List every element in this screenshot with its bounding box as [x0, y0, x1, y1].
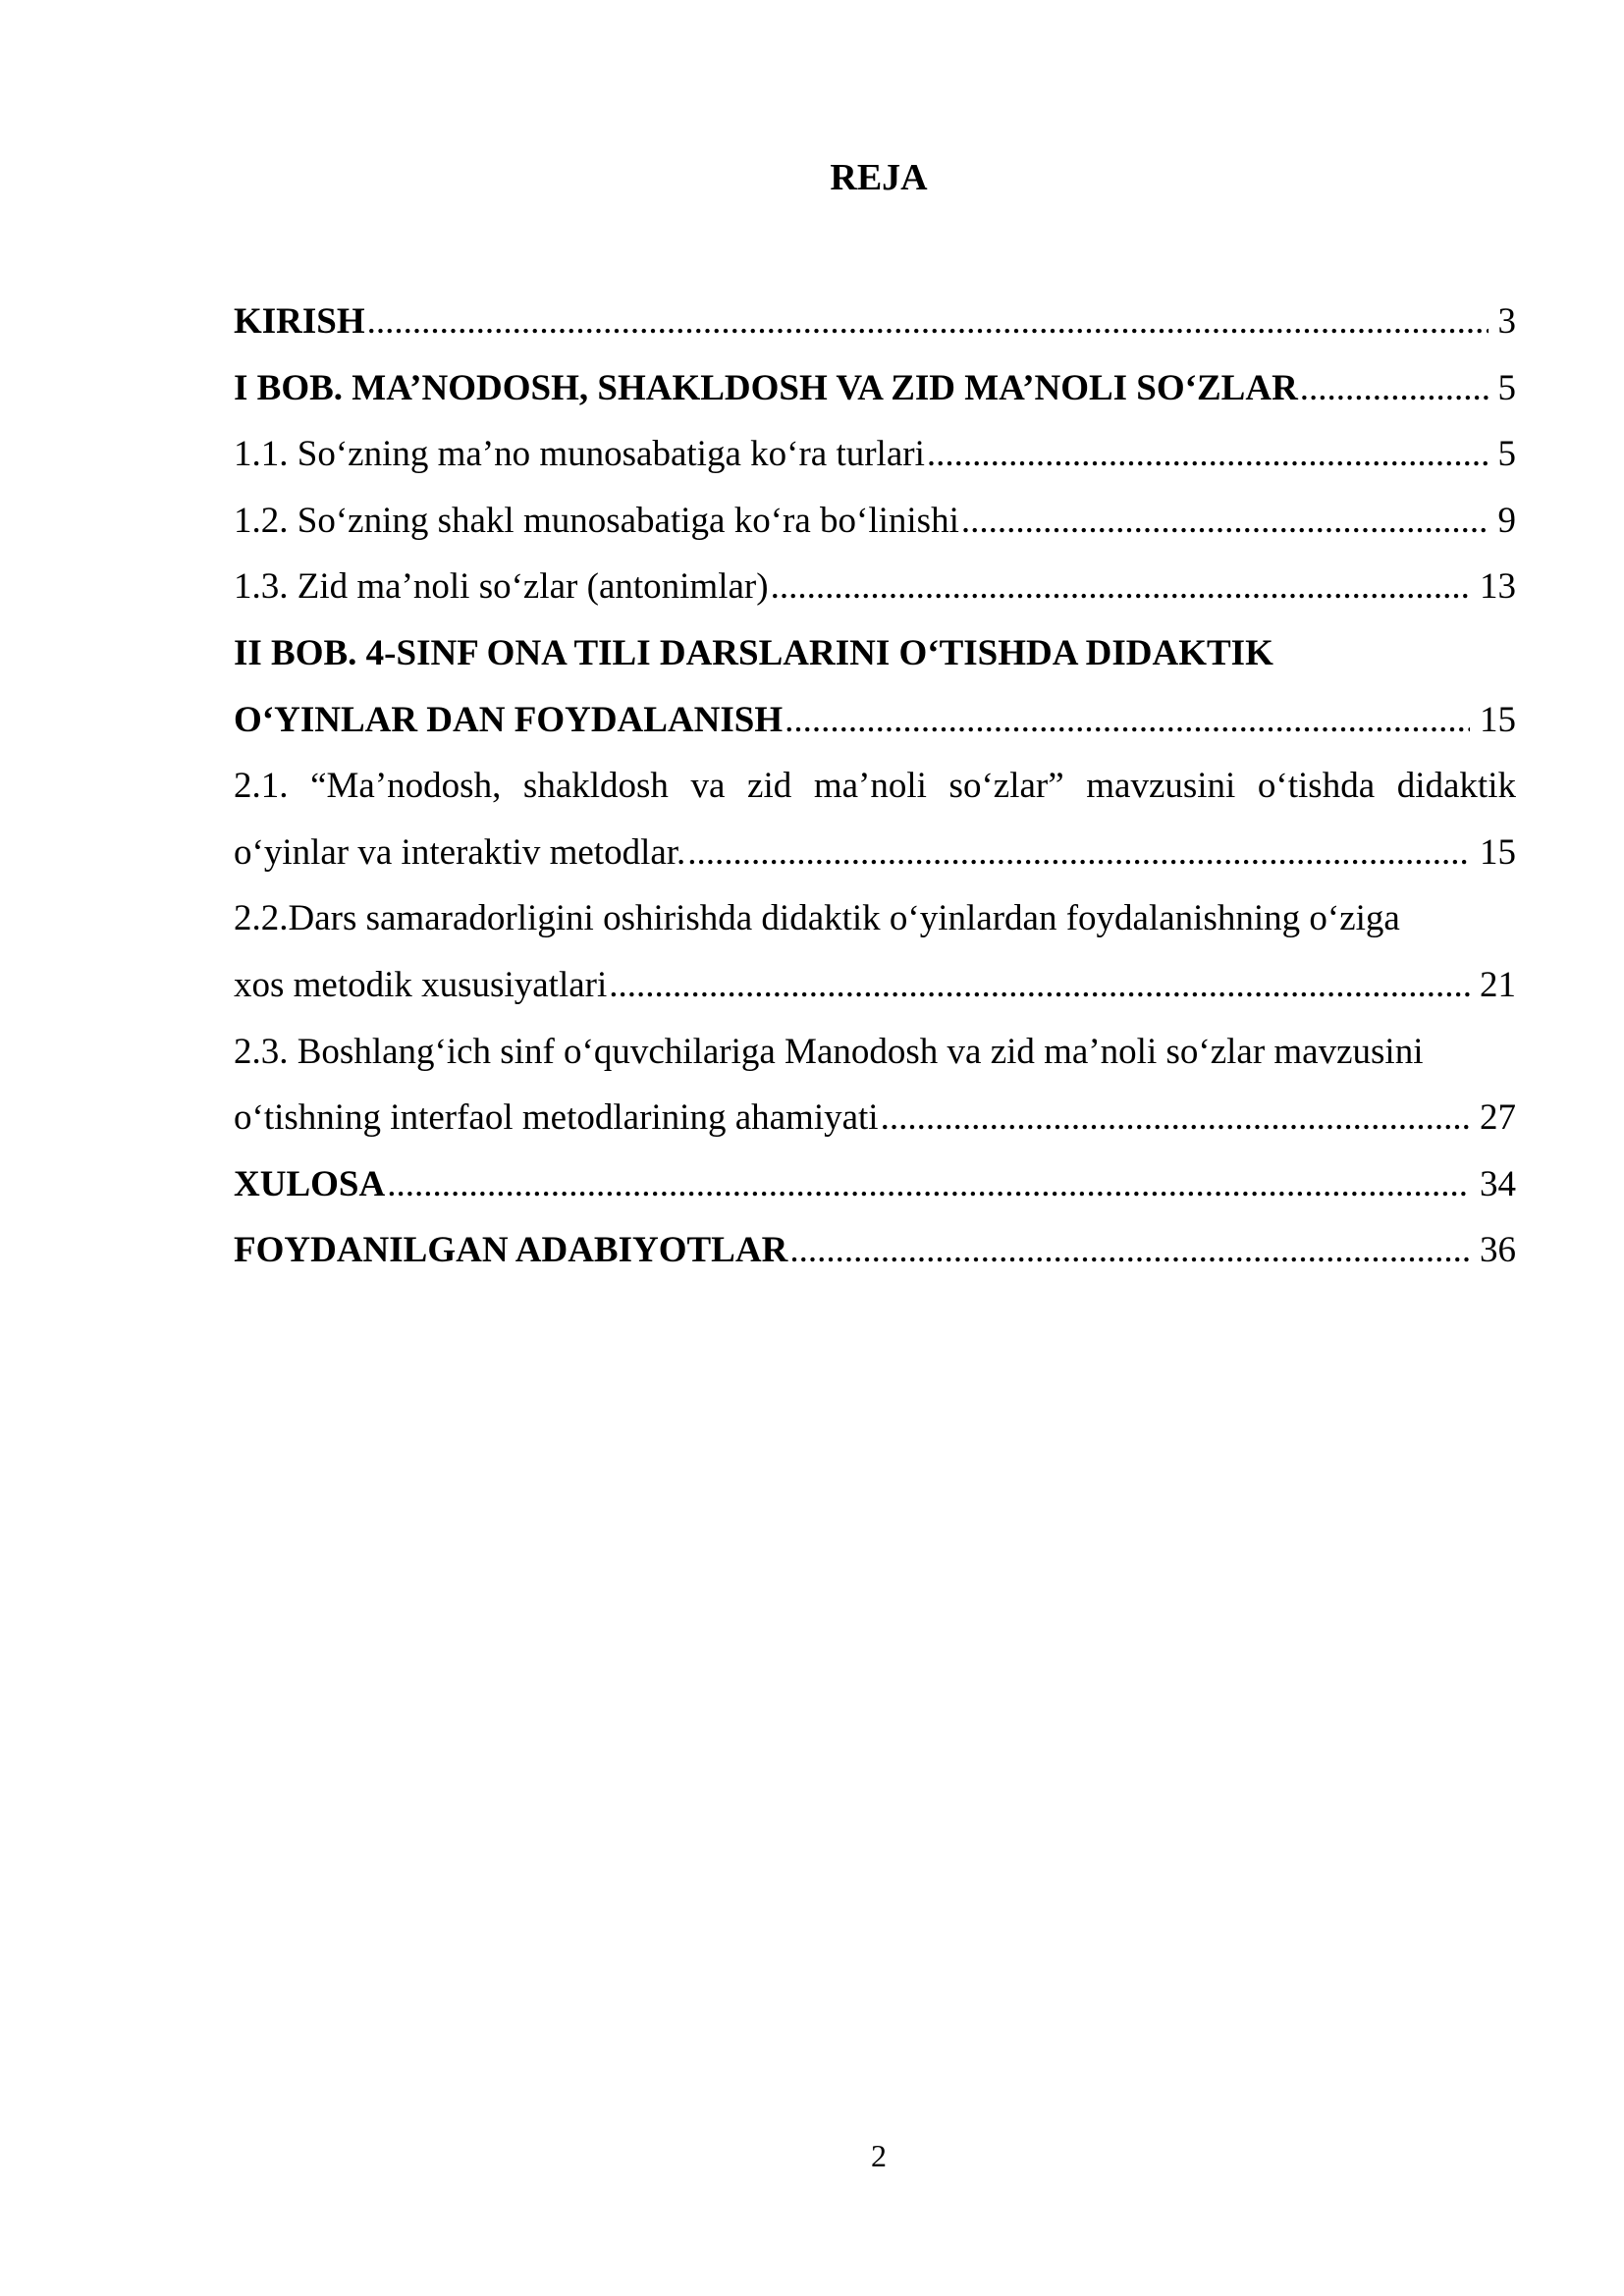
dot-leader — [927, 421, 1489, 488]
dot-leader — [881, 1085, 1470, 1151]
toc-entry-chapter-1[interactable] — [234, 355, 1516, 422]
dot-leader — [771, 554, 1470, 620]
dot-leader — [609, 952, 1470, 1019]
toc-entry-section-1-2[interactable] — [234, 488, 1516, 555]
toc-entry-label-line2: o‘tishning interfaol metodlarining ahamiyati — [234, 1097, 879, 1139]
page-number: 2 — [871, 2138, 887, 2173]
toc-entry-label: KIRISH — [234, 301, 365, 342]
toc-entry-adabiyotlar[interactable] — [234, 1217, 1516, 1284]
dot-leader — [789, 1217, 1470, 1284]
toc-entry-label: 1.2. So‘zning shakl munosabatiga ko‘ra bo‘linishi — [234, 500, 959, 541]
page-title: REJA — [830, 157, 928, 198]
toc-entry-label-line2: o‘yinlar va interaktiv metodlar. — [234, 831, 686, 873]
toc-page-number: 5 — [1497, 367, 1516, 408]
dot-leader — [1300, 355, 1489, 422]
toc-entry-label-line1: 2.1. “Ma’nodosh, shakldosh va zid ma’noli so‘zlar” mavzusini o‘tishda didaktik — [234, 766, 1516, 807]
toc-page-number: 21 — [1480, 964, 1516, 1005]
toc-entry-section-1-1[interactable] — [234, 421, 1516, 488]
toc-entry-label: 1.1. So‘zning ma’no munosabatiga ko‘ra turlari — [234, 434, 925, 475]
toc-entry-label-line1: II BOB. 4-SINF ONA TILI DARSLARINI O‘TISHDA DIDAKTIK — [234, 632, 1273, 673]
toc-page-number: 13 — [1480, 566, 1516, 608]
toc-page-number: 3 — [1497, 301, 1516, 342]
toc-entry-section-1-3[interactable] — [234, 554, 1516, 620]
toc-entry-chapter-2[interactable] — [234, 620, 1516, 753]
table-of-contents — [234, 289, 1516, 1284]
toc-page-number: 36 — [1480, 1230, 1516, 1271]
dot-leader — [367, 289, 1489, 355]
toc-entry-label-line2: O‘YINLAR DAN FOYDALANISH — [234, 699, 784, 740]
toc-entry-label: XULOSA — [234, 1163, 386, 1204]
toc-entry-label: I BOB. MA’NODOSH, SHAKLDOSH VA ZID MA’NOLI SO‘ZLAR — [234, 367, 1298, 408]
toc-entry-section-2-3[interactable] — [234, 1019, 1516, 1151]
toc-entry-label-line2: xos metodik xususiyatlari — [234, 964, 608, 1005]
dot-leader — [387, 1151, 1470, 1218]
toc-entry-label: FOYDANILGAN ADABIYOTLAR — [234, 1230, 788, 1271]
toc-entry-xulosa[interactable] — [234, 1151, 1516, 1218]
toc-entry-section-2-1[interactable] — [234, 753, 1516, 885]
toc-page-number: 5 — [1497, 434, 1516, 475]
dot-leader — [785, 687, 1470, 754]
toc-entry-label-line1: 2.2.Dars samaradorligini oshirishda didaktik o‘yinlardan foydalanishning o‘ziga — [234, 898, 1400, 939]
toc-entry-kirish[interactable] — [234, 289, 1516, 355]
toc-page-number: 27 — [1480, 1097, 1516, 1139]
toc-page-number: 15 — [1480, 831, 1516, 873]
toc-entry-section-2-2[interactable] — [234, 885, 1516, 1018]
dot-leader — [687, 820, 1470, 886]
toc-page-number: 34 — [1480, 1163, 1516, 1204]
toc-page-number: 9 — [1497, 500, 1516, 541]
toc-entry-label-line1: 2.3. Boshlang‘ich sinf o‘quvchilariga Manodosh va zid ma’noli so‘zlar mavzusini — [234, 1031, 1424, 1072]
dot-leader — [961, 488, 1489, 555]
toc-entry-label: 1.3. Zid ma’noli so‘zlar (antonimlar) — [234, 566, 769, 608]
toc-page-number: 15 — [1480, 699, 1516, 740]
